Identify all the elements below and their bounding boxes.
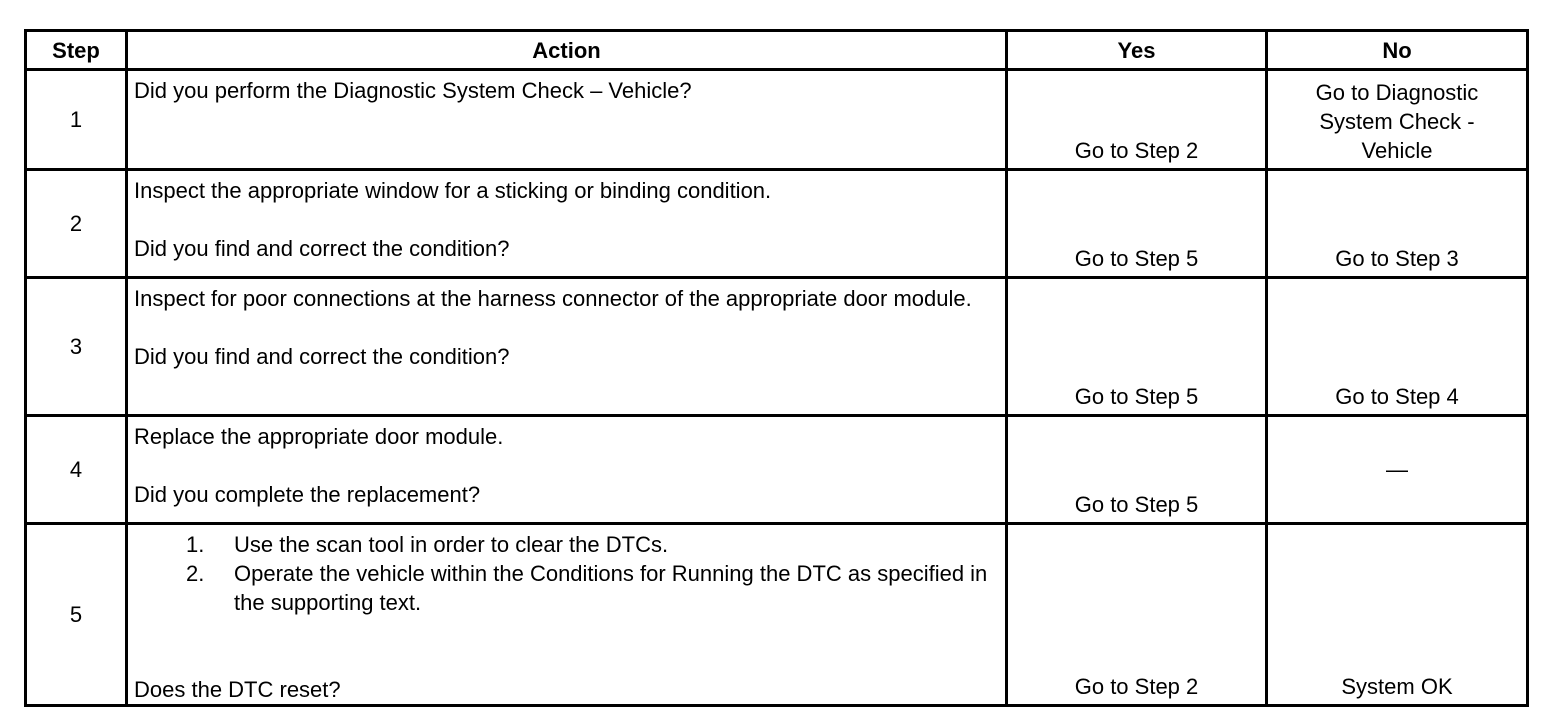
step-number: 2 [26,170,127,278]
yes-cell: Go to Step 5 [1007,278,1267,416]
step-number: 4 [26,416,127,524]
header-step: Step [26,31,127,70]
action-list [134,530,999,617]
action-cell [127,524,1007,706]
step-number: 3 [26,278,127,416]
table-row [26,524,1528,706]
no-text: Go to Diagnostic System Check - Vehicle [1315,80,1479,163]
list-item [186,559,999,617]
yes-cell: Go to Step 5 [1007,170,1267,278]
no-cell: System OK [1267,524,1528,706]
table-row [26,416,1528,524]
list-item-number: 2. [186,561,205,586]
list-item-text: Operate the vehicle within the Conditions for Running the DTC as specified in the supporting text. [234,561,988,615]
action-question: Did you find and correct the condition? [134,344,510,369]
header-no: No [1267,31,1528,70]
table-row [26,170,1528,278]
action-intro: Inspect for poor connections at the harness connector of the appropriate door module. [134,286,972,311]
list-item-number: 1. [186,532,205,557]
yes-cell: Go to Step 5 [1007,416,1267,524]
table-row [26,70,1528,170]
list-item-text: Use the scan tool in order to clear the DTCs. [234,532,669,557]
header-yes: Yes [1007,31,1267,70]
action-cell [127,416,1007,524]
no-cell: — [1267,416,1528,524]
step-number: 1 [26,70,127,170]
yes-cell: Go to Step 2 [1007,70,1267,170]
action-cell [127,170,1007,278]
action-intro: Replace the appropriate door module. [134,424,504,449]
action-cell [127,278,1007,416]
diagnostic-table [24,29,1529,707]
no-cell [1267,70,1528,170]
header-row [26,31,1528,70]
action-question: Did you perform the Diagnostic System Check – Vehicle? [134,78,692,103]
action-question: Did you find and correct the condition? [134,236,510,261]
action-cell [127,70,1007,170]
no-cell: Go to Step 4 [1267,278,1528,416]
header-action: Action [127,31,1007,70]
list-item [186,530,999,559]
table-row [26,278,1528,416]
no-cell: Go to Step 3 [1267,170,1528,278]
action-intro: Inspect the appropriate window for a sticking or binding condition. [134,178,772,203]
yes-cell: Go to Step 2 [1007,524,1267,706]
action-question: Does the DTC reset? [134,677,341,702]
action-question: Did you complete the replacement? [134,482,481,507]
step-number: 5 [26,524,127,706]
